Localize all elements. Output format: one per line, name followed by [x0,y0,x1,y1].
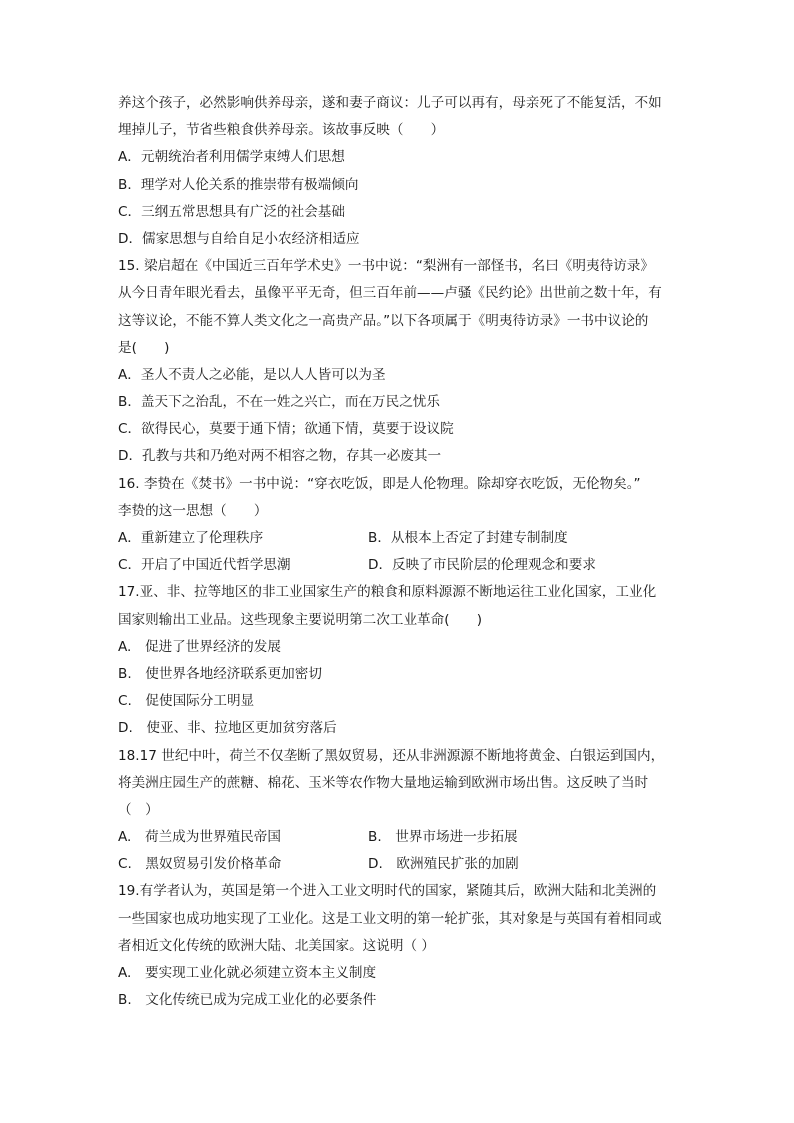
question-18 [118,743,688,879]
question-17-stem-line-2: 国家则输出工业品。这些现象主要说明第二次工业革命( ) [118,611,483,628]
question-17-option-b: B. 使世界各地经济联系更加密切 [118,665,322,682]
question-14-option-d: D．儒家思想与自给自足小农经济相适应 [118,230,360,247]
question-18-stem-line-1: 18.17 世纪中叶，荷兰不仅垄断了黑奴贸易，还从非洲源源不断地将黄金、白银运到国内， [118,747,665,764]
question-16-stem-line-1: 16. 李贽在《焚书》一书中说：“穿衣吃饭，即是人伦物理。除却穿衣吃饭，无伦物矣。” [118,475,641,492]
question-15-stem-line-4: 是( ) [118,339,170,356]
question-17 [118,579,688,742]
question-19-stem-line-1: 19.有学者认为，英国是第一个进入工业文明时代的国家，紧随其后，欧洲大陆和北美洲的 [118,883,657,900]
question-16-options-row-1 [118,525,688,552]
question-15-option-c: C．欲得民心，莫要于通下情；欲通下情，莫要于设议院 [118,421,454,438]
question-19 [118,878,688,1014]
question-15-option-d: D．孔教与共和乃绝对两不相容之物，存其一必废其一 [118,448,442,465]
question-14-option-b: B．理学对人伦关系的推崇带有极端倾向 [118,176,359,193]
question-14-option-c: C．三纲五常思想具有广泛的社会基础 [118,203,345,220]
exam-page [118,90,688,1014]
question-16 [118,471,688,580]
question-17-option-a: A. 促进了世界经济的发展 [118,638,281,655]
question-17-option-c: C. 促使国际分工明显 [118,693,255,710]
question-19-option-a: A. 要实现工业化就必须建立资本主义制度 [118,965,377,981]
question-17-stem-line-1: 17.亚、非、拉等地区的非工业国家生产的粮食和原料源源不断地运往工业化国家，工业化 [118,584,657,601]
question-19-stem-line-3: 者相近文化传统的欧洲大陆、北美国家。这说明（ ） [118,937,435,954]
question-18-option-c: C. 黑奴贸易引发价格革命 [118,856,282,873]
question-14 [118,90,688,253]
question-15-stem-line-2: 从今日青年眼光看去，虽像平平无奇，但三百年前——卢骚《民约论》出世前之数十年，有 [118,285,662,302]
question-19-stem-line-2: 一些国家也成功地实现了工业化。这是工业文明的第一轮扩张，其对象是与英国有着相同或 [118,910,662,927]
question-16-stem-line-2: 李贽的这一思想（ ） [118,502,268,519]
question-14-stem-line-1: 养这个孩子，必然影响供养母亲，遂和妻子商议：儿子可以再有，母亲死了不能复活，不如 [118,95,662,111]
question-15-stem-line-3: 这等议论，不能不算人类文化之一高贵产品。”以下各项属于《明夷待访录》一书中议论的 [118,312,649,329]
question-16-option-c: C．开启了中国近代哲学思潮 [118,557,291,574]
question-14-stem-line-2: 埋掉儿子，节省些粮食供养母亲。该故事反映（ ） [118,122,445,139]
question-15-option-a: A．圣人不责人之必能，是以人人皆可以为圣 [118,366,386,383]
question-18-options-row-2 [118,851,688,878]
question-16-option-d: D．反映了市民阶层的伦理观念和要求 [368,557,596,574]
question-15-stem-line-1: 15. 梁启超在《中国近三百年学术史》一书中说：“梨洲有一部怪书，名曰《明夷待访录》 [118,258,654,275]
question-16-option-b: B．从根本上否定了封建专制制度 [368,530,568,546]
question-18-option-b: B. 世界市场进一步拓展 [368,829,518,846]
question-15 [118,253,688,471]
question-18-option-a: A. 荷兰成为世界殖民帝国 [118,829,281,846]
question-17-option-d: D. 使亚、非、拉地区更加贫穷落后 [118,720,337,737]
question-16-option-a: A．重新建立了伦理秩序 [118,530,264,546]
question-19-option-b: B. 文化传统已成为完成工业化的必要条件 [118,992,377,1009]
question-18-stem-line-2: 将美洲庄园生产的蔗糖、棉花、玉米等农作物大量地运输到欧洲市场出售。这反映了当时 [118,774,649,791]
question-16-options-row-2 [118,552,688,579]
question-14-option-a: A．元朝统治者利用儒学束缚人们思想 [118,149,345,166]
question-18-option-d: D. 欧洲殖民扩张的加剧 [368,856,519,873]
question-15-option-b: B．盖天下之治乱，不在一姓之兴亡，而在万民之忧乐 [118,394,440,411]
question-18-stem-line-3: （ ） [118,801,159,818]
question-18-options-row-1 [118,824,688,851]
